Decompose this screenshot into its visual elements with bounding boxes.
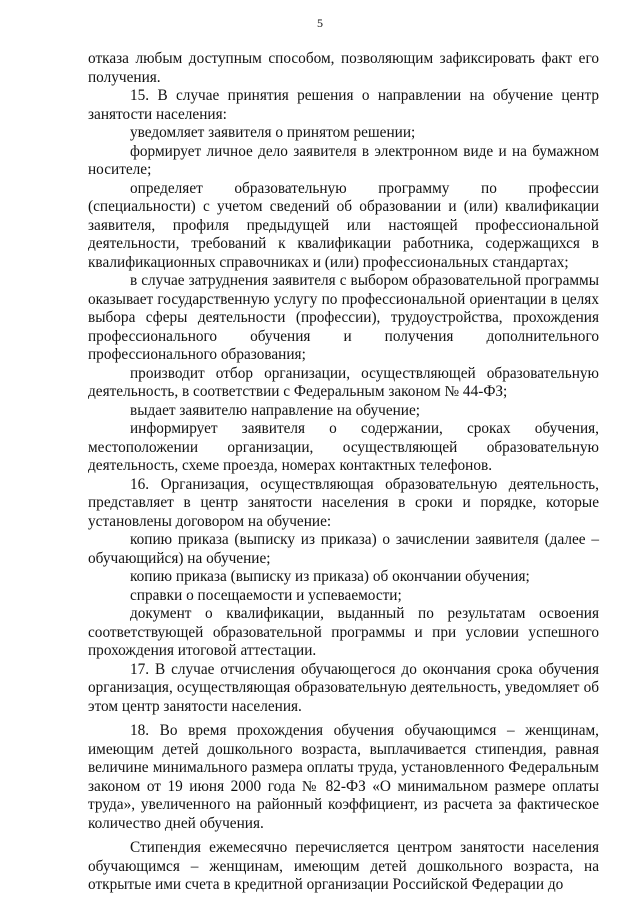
- paragraph: определяет образовательную программу по профессии (специальности) с учетом сведений об образовании и (или) квалификации заявителя, профиля предыдущей или настоящей профессиональной деятельности, требований к квалификации работника, содержащихся в квалификационных справочниках и (или) профессиональных стандартах;: [88, 179, 599, 271]
- paragraph: 16. Организация, осуществляющая образовательную деятельность, представляет в центр занятости населения в сроки и порядке, которые установлены договором на обучение:: [88, 475, 599, 530]
- paragraph: уведомляет заявителя о принятом решении;: [130, 124, 416, 141]
- page-number: 5: [317, 16, 323, 30]
- paragraph: копию приказа (выписку из приказа) об окончании обучения;: [130, 568, 530, 585]
- paragraph: 17. В случае отчисления обучающегося до окончания срока обучения организация, осуществляющая образовательную деятельность, уведомляет об этом центр занятости населения.: [88, 660, 599, 715]
- paragraph: выдает заявителю направление на обучение;: [130, 401, 421, 419]
- paragraph: справки о посещаемости и успеваемости;: [130, 586, 402, 604]
- paragraph: формирует личное дело заявителя в электронном виде и на бумажном носителе;: [88, 142, 599, 178]
- paragraph: Стипендия ежемесячно перечисляется центром занятости населения обучающимся – женщинам, имеющим детей дошкольного возраста, на открытые ими счета в кредитной организации Российской Федерации до: [88, 839, 599, 893]
- paragraph: отказа любым доступным способом, позволяющим зафиксировать факт его получения.: [88, 50, 599, 86]
- paragraph: информирует заявителя о содержании, сроках обучения, местоположении организации, осуществляющей образовательную деятельность, схеме проезда, номерах контактных телефонов.: [88, 420, 599, 474]
- paragraph: производит отбор организации, осуществляющей образовательную деятельность, в соответствии с Федеральным законом № 44-ФЗ;: [88, 364, 599, 400]
- body-text: [88, 50, 599, 895]
- paragraph: в случае затруднения заявителя с выбором образовательной программы оказывает государственную услугу по профессиональной ориентации в целях выбора сферы деятельности (профессии), трудоустройства, прохождения профессионального обучения и получения дополнительного профессионального образования;: [88, 272, 599, 363]
- paragraph: 18. Во время прохождения обучения обучающимся – женщинам, имеющим детей дошкольного возраста, выплачивается стипендия, равная величине минимального размера оплаты труда, установленного Федеральным законом от 19 июня 2000 года № 82-ФЗ «О минимальном размере оплаты труда», увеличенного на районный коэффициент, из расчета за фактическое количество дней обучения.: [88, 722, 599, 832]
- paragraph: 15. В случае принятия решения о направлении на обучение центр занятости населения:: [88, 87, 599, 123]
- paragraph: документ о квалификации, выданный по результатам освоения соответствующей образовательной программы и при условии успешного прохождения итоговой аттестации.: [88, 605, 599, 659]
- paragraph: копию приказа (выписку из приказа) о зачислении заявителя (далее – обучающийся) на обучение;: [88, 531, 599, 567]
